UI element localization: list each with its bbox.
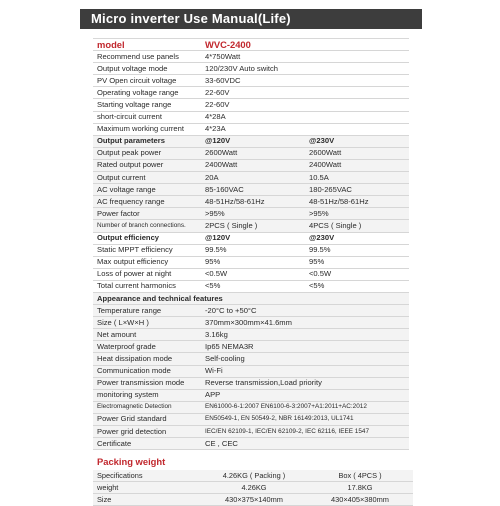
feature-label: Communication mode: [93, 365, 201, 377]
appearance-row: [93, 438, 409, 450]
section-header-output-parameters: [93, 135, 409, 147]
general-label: Operating voltage range: [93, 87, 201, 99]
value-230v: 95%: [305, 256, 409, 268]
value-120v: 99.5%: [201, 244, 305, 256]
general-label: PV Open circuit voltage: [93, 75, 201, 87]
feature-value: -20°C to +50°C: [201, 305, 409, 317]
appearance-row: [93, 413, 409, 425]
packing-value-single: 430×375×140mm: [201, 494, 307, 506]
appearance-row: [93, 353, 409, 365]
appearance-row: [93, 389, 409, 401]
section-title: Output parameters: [93, 135, 201, 147]
output-parameter-row: [93, 208, 409, 220]
column-header-120v: @120V: [201, 232, 305, 244]
general-row: [93, 51, 409, 63]
value-230v: <5%: [305, 280, 409, 292]
parameter-label: Power factor: [93, 208, 201, 220]
feature-label: Net amount: [93, 329, 201, 341]
manual-title-suffix: (Life): [257, 11, 291, 26]
value-230v: <0.5W: [305, 268, 409, 280]
section-header-output-efficiency: [93, 232, 409, 244]
general-label: Output voltage mode: [93, 63, 201, 75]
output-parameter-row: [93, 172, 409, 184]
feature-label: Temperature range: [93, 305, 201, 317]
feature-label: monitoring system: [93, 389, 201, 401]
output-efficiency-row: [93, 244, 409, 256]
parameter-label: AC voltage range: [93, 184, 201, 196]
parameter-label: Output peak power: [93, 147, 201, 159]
feature-value: EN50549-1, EN 50549-2, NBR 16149:2013, UL1741: [201, 413, 409, 425]
packing-label: Specifications: [93, 470, 201, 482]
parameter-label: AC frequency range: [93, 196, 201, 208]
value-120v: <0.5W: [201, 268, 305, 280]
appearance-row: [93, 377, 409, 389]
value-230v: >95%: [305, 208, 409, 220]
appearance-row: [93, 317, 409, 329]
value-120v: 85-160VAC: [201, 184, 305, 196]
general-value: 4*750Watt: [201, 51, 409, 63]
feature-label: Size ( L×W×H ): [93, 317, 201, 329]
value-120v: 2PCS ( Single ): [201, 220, 305, 232]
general-row: [93, 63, 409, 75]
general-row: [93, 123, 409, 135]
value-230v: 48-51Hz/58-61Hz: [305, 196, 409, 208]
feature-label: Power Grid standard: [93, 413, 201, 425]
general-value: 22-60V: [201, 99, 409, 111]
column-header-230v: @230V: [305, 135, 409, 147]
value-120v: >95%: [201, 208, 305, 220]
value-230v: 2600Watt: [305, 147, 409, 159]
value-120v: 2600Watt: [201, 147, 305, 159]
feature-label: Certificate: [93, 438, 201, 450]
value-230v: 10.5A: [305, 172, 409, 184]
model-label: model: [93, 39, 201, 51]
spec-table: [93, 39, 409, 450]
parameter-label: Number of branch connections.: [93, 220, 201, 232]
efficiency-label: Static MPPT efficiency: [93, 244, 201, 256]
output-efficiency-row: [93, 256, 409, 268]
general-value: 33-60VDC: [201, 75, 409, 87]
value-120v: <5%: [201, 280, 305, 292]
feature-value: 370mm×300mm×41.6mm: [201, 317, 409, 329]
feature-value: Wi-Fi: [201, 365, 409, 377]
appearance-row: [93, 329, 409, 341]
appearance-row: [93, 426, 409, 438]
feature-value: 3.16kg: [201, 329, 409, 341]
efficiency-label: Total current harmonics: [93, 280, 201, 292]
packing-value-box: 17.8KG: [307, 482, 413, 494]
value-120v: 2400Watt: [201, 159, 305, 171]
value-230v: 2400Watt: [305, 159, 409, 171]
model-row: [93, 39, 409, 51]
output-parameter-row: [93, 220, 409, 232]
feature-value: Reverse transmission,Load priority: [201, 377, 409, 389]
general-row: [93, 111, 409, 123]
output-parameter-row: [93, 196, 409, 208]
column-header-230v: @230V: [305, 232, 409, 244]
feature-value: CE , CEC: [201, 438, 409, 450]
output-efficiency-row: [93, 268, 409, 280]
output-parameter-row: [93, 184, 409, 196]
appearance-row: [93, 305, 409, 317]
packing-label: weight: [93, 482, 201, 494]
feature-value: IEC/EN 62109-1, IEC/EN 62109-2, IEC 62116, IEEE 1547: [201, 426, 409, 438]
feature-label: Power transmission mode: [93, 377, 201, 389]
feature-label: Waterproof grade: [93, 341, 201, 353]
appearance-row: [93, 401, 409, 413]
general-label: Starting voltage range: [93, 99, 201, 111]
value-230v: 99.5%: [305, 244, 409, 256]
general-label: short-circuit current: [93, 111, 201, 123]
output-parameter-row: [93, 159, 409, 171]
efficiency-label: Max output efficiency: [93, 256, 201, 268]
general-label: Maximum working current: [93, 123, 201, 135]
feature-value: APP: [201, 389, 409, 401]
parameter-label: Output current: [93, 172, 201, 184]
section-title: Output efficiency: [93, 232, 201, 244]
packing-value-single: 4.26KG: [201, 482, 307, 494]
value-120v: 20A: [201, 172, 305, 184]
model-value: WVC-2400: [201, 39, 409, 51]
feature-label: Heat dissipation mode: [93, 353, 201, 365]
value-230v: 4PCS ( Single ): [305, 220, 409, 232]
packing-value-single: 4.26KG ( Packing ): [201, 470, 307, 482]
feature-value: Self-cooling: [201, 353, 409, 365]
column-header-120v: @120V: [201, 135, 305, 147]
packing-label: Size: [93, 494, 201, 506]
parameter-label: Rated output power: [93, 159, 201, 171]
spec-sheet: [93, 38, 409, 506]
general-label: Recommend use panels: [93, 51, 201, 63]
general-value: 4*23A: [201, 123, 409, 135]
general-value: 4*28A: [201, 111, 409, 123]
output-parameter-row: [93, 147, 409, 159]
output-efficiency-row: [93, 280, 409, 292]
manual-title-bar: [80, 9, 422, 29]
general-value: 22-60V: [201, 87, 409, 99]
packing-row: [93, 470, 413, 482]
packing-value-box: 430×405×380mm: [307, 494, 413, 506]
efficiency-label: Loss of power at night: [93, 268, 201, 280]
appearance-row: [93, 341, 409, 353]
packing-row: [93, 482, 413, 494]
general-value: 120/230V Auto switch: [201, 63, 409, 75]
general-row: [93, 75, 409, 87]
feature-value: EN61000-6-1:2007 EN6100-6-3:2007+A1:2011+AC:2012: [201, 401, 409, 413]
feature-value: Ip65 NEMA3R: [201, 341, 409, 353]
value-120v: 48-51Hz/58-61Hz: [201, 196, 305, 208]
general-row: [93, 99, 409, 111]
section-title: Appearance and technical features: [93, 292, 409, 304]
value-230v: 180-265VAC: [305, 184, 409, 196]
feature-label: Electromagnetic Detection: [93, 401, 201, 413]
value-120v: 95%: [201, 256, 305, 268]
packing-table: [93, 470, 413, 506]
manual-title: Micro inverter Use Manual: [91, 11, 258, 26]
packing-value-box: Box ( 4PCS ): [307, 470, 413, 482]
appearance-row: [93, 365, 409, 377]
feature-label: Power grid detection: [93, 426, 201, 438]
section-header-appearance: [93, 292, 409, 304]
packing-weight-heading: Packing weight: [93, 456, 409, 469]
general-row: [93, 87, 409, 99]
